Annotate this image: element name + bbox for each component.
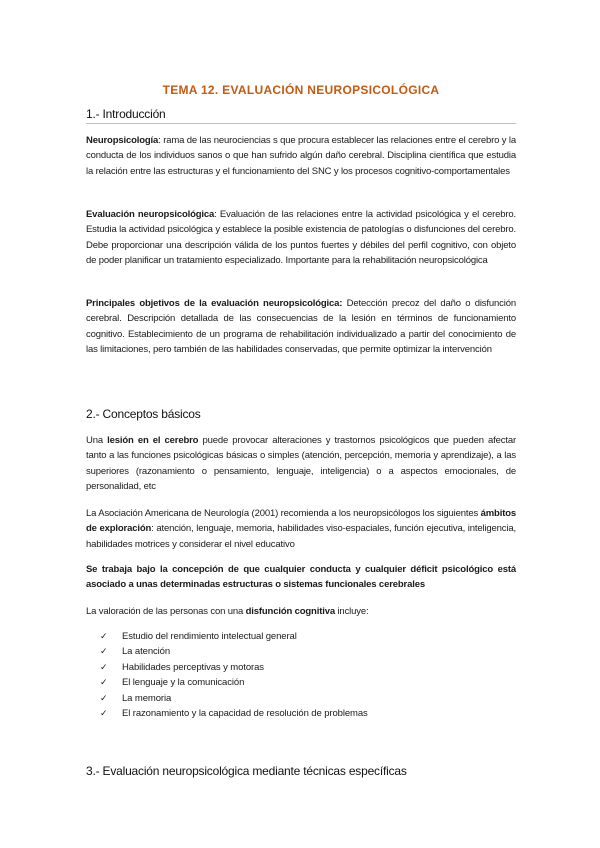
check-icon: ✓: [100, 646, 108, 657]
check-icon: ✓: [100, 661, 108, 672]
check-icon: ✓: [100, 708, 108, 719]
paragraph-valoracion: [86, 604, 516, 619]
check-icon: ✓: [100, 631, 108, 641]
list-item: ✓ La memoria: [100, 691, 368, 706]
list-item: ✓ Habilidades perceptivas y motoras: [100, 660, 368, 675]
term-objetivos: Principales objetivos de la evaluación neuropsicológica:: [86, 298, 343, 309]
list-item: ✓ Estudio del rendimiento intelectual general: [100, 629, 368, 644]
heading-divider: [86, 123, 516, 124]
list-item: ✓ La atención: [100, 644, 368, 659]
term-disfuncion: disfunción cognitiva: [245, 606, 335, 617]
list-item: ✓ El razonamiento y la capacidad de resolución de problemas: [100, 706, 368, 721]
paragraph-text: : Evaluación de las relaciones entre la actividad psicológica y el cerebro. Estudia la actividad psicológica y establece la posible existencia de patologías o disfunciones del cerebro. Debe proporcionar una descripción válida de los puntos fuertes y débiles del perfil cognitivo, con objeto de poder planificar un tratamiento especializado. Importante para la rehabilitación neuropsicológica: [86, 209, 516, 266]
section-heading-introduccion: 1.- Introducción: [86, 107, 166, 121]
term-evaluacion: Evaluación neuropsicológica: [86, 209, 215, 220]
paragraph-objetivos: [86, 296, 516, 357]
page-title: TEMA 12. EVALUACIÓN NEUROPSICOLÓGICA: [162, 83, 440, 97]
paragraph-asociacion: [86, 506, 516, 552]
paragraph-evaluacion: [86, 207, 516, 268]
term-ambitos: ámbitos de exploración: [86, 508, 516, 535]
paragraph-lesion: [86, 433, 516, 494]
list-item: ✓ El lenguaje y la comunicación: [100, 675, 368, 690]
checklist: [100, 629, 368, 721]
paragraph-text: La Asociación Americana de Neurología (2001) recomienda a los neuropsicólogos los siguientes: [86, 508, 481, 519]
paragraph-text: : atención, lenguaje, memoria, habilidades viso-espaciales, función ejecutiva, inteligencia, habilidades motrices y considerar el nivel educativo: [86, 523, 516, 550]
paragraph-text: puede provocar alteraciones y trastornos psicológicos que pueden afectar tanto a las funciones psicológicas básicas o simples (atención, percepción, memoria y aprendizaje), a las superiores (razonamiento o pensamiento, lenguaje, inteligencia) o a aspectos emocionales, de personalidad, etc: [86, 435, 516, 492]
paragraph-text: La valoración de las personas con una: [86, 606, 246, 617]
check-icon: ✓: [100, 692, 108, 703]
paragraph-concepcion: Se trabaja bajo la concepción de que cualquier conducta y cualquier déficit psicológico está asociado a unas determinadas estructuras o sistemas funcionales cerebrales: [86, 564, 516, 591]
term-lesion: lesión en el cerebro: [107, 435, 199, 446]
check-icon: ✓: [100, 677, 108, 688]
paragraph-text: : rama de las neurociencias s que procura establecer las relaciones entre el cerebro y la conducta de los individuos sanos o que han sufrido algún daño cerebral. Disciplina científica que estudia la relación entre las estructuras y el funcionamiento del SNC y los procesos cognitivo-comportamentales: [86, 135, 516, 177]
paragraph-neuropsicologia: [86, 133, 516, 179]
term-neuropsicologia: Neuropsicología: [86, 135, 159, 146]
paragraph-text: Una: [86, 435, 108, 446]
paragraph-text: incluye:: [334, 606, 369, 617]
paragraph-text: Detección precoz del daño o disfunción cerebral. Descripción detallada de las consecuencias de la lesión en términos de funcionamiento cognitivo. Establecimiento de un programa de rehabilitación individualizado a partir del conocimiento de las limitaciones, pero también de las habilidades conservadas, que permite optimizar la intervención: [86, 298, 516, 355]
section-heading-conceptos: 2.- Conceptos básicos: [86, 407, 201, 421]
section-heading-evaluacion-tecnicas: 3.- Evaluación neuropsicológica mediante técnicas específicas: [86, 764, 407, 778]
